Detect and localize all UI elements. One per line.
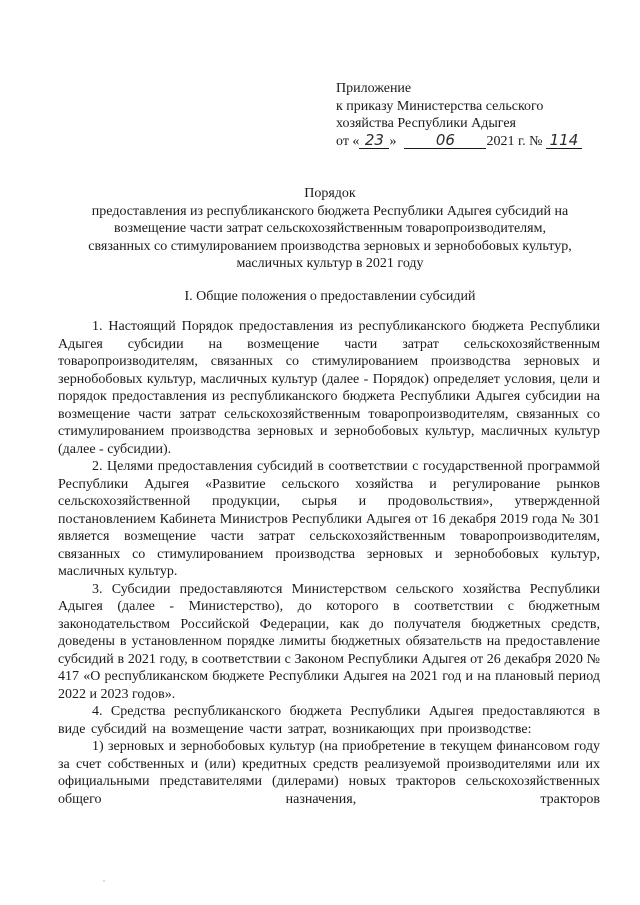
paragraph-2: 2. Целями предоставления субсидий в соответствии с государственной программой Республики Адыгея «Развитие сельского хозяйства и регулирование рынков сельскохозяйственной продукции, сырья и продовольствия», утвержденной постановлением Кабинета Министров Республики Адыгея от 16 декабря 2019 года № 301 является возмещение части затрат сельскохозяйственным товаропроизводителям, связанных со стимулированием производства зерновых и зернобобовых культур, масличных культур. <box>58 459 600 579</box>
title-heading: Порядок <box>304 186 356 201</box>
annex-ministry: хозяйства Республики Адыгея <box>336 116 516 131</box>
paragraph-4-1: 1) зерновых и зернобобовых культур (на приобретение в текущем финансовом году за счет собственных и (или) кредитных средств реализуемой производителями или их официальными представителями (дилерами) новых тракторов сельскохозяйственных общего назначения, тракторов <box>58 739 600 807</box>
annex-label: Приложение <box>336 81 412 96</box>
date-prefix: от « <box>336 133 360 149</box>
section-heading: I. Общие положения о предоставлении субсидий <box>184 289 476 304</box>
title-line-2: возмещение части затрат сельскохозяйственным товаропроизводителям, <box>114 221 546 236</box>
handwritten-month: 06 <box>404 133 486 149</box>
paragraph-1: 1. Настоящий Порядок предоставления из республиканского бюджета Республики Адыгея субсидии на возмещение части затрат сельскохозяйственным товаропроизводителям, связанных со стимулированием производства зерновых и зернобобовых культур, масличных культур (далее - Порядок) определяет условия, цели и порядок предоставления из республиканского бюджета Республики Адыгея субсидии на возмещение части затрат сельскохозяйственным товаропроизводителям, связанных со стимулированием производства зерновых и зернобобовых культур, масличных культур (далее - субсидии). <box>58 319 600 457</box>
title-line-4: масличных культур в 2021 году <box>236 256 424 271</box>
document-title <box>56 185 604 273</box>
handwritten-day: 23 <box>359 133 389 149</box>
paragraph-3: 3. Субсидии предоставляются Министерством сельского хозяйства Республики Адыгея (далее - Министерство), до которого в соответствии с бюджетным законодательством Российской Федерации, как до получателя бюджетных средств, доведены в установленном порядке лимиты бюджетных обязательств на предоставление субсидий в 2021 году, в соответствии с Законом Республики Адыгея от 26 декабря 2020 № 417 «О республиканском бюджете Республики Адыгея на 2021 год и на плановый период 2022 и 2023 годов». <box>58 581 600 702</box>
date-mid: » <box>389 133 397 149</box>
annex-date-line <box>336 130 626 151</box>
title-line-3: связанных со стимулированием производства зерновых и зернобобовых культур, <box>88 238 572 254</box>
year-text: 2021 г. № <box>486 133 543 149</box>
handwritten-order-number: 114 <box>546 133 582 149</box>
paragraph-4: 4. Средства республиканского бюджета Республики Адыгея предоставляются в виде субсидий на возмещение части затрат, возникающих при производстве: <box>58 704 600 737</box>
document-body <box>58 318 600 808</box>
annex-order-ref: к приказу Министерства сельского <box>336 98 544 114</box>
annex-block <box>336 80 626 150</box>
title-line-1: предоставления из республиканского бюджета Республики Адыгея субсидий на <box>91 203 569 219</box>
scan-speck <box>103 880 105 882</box>
